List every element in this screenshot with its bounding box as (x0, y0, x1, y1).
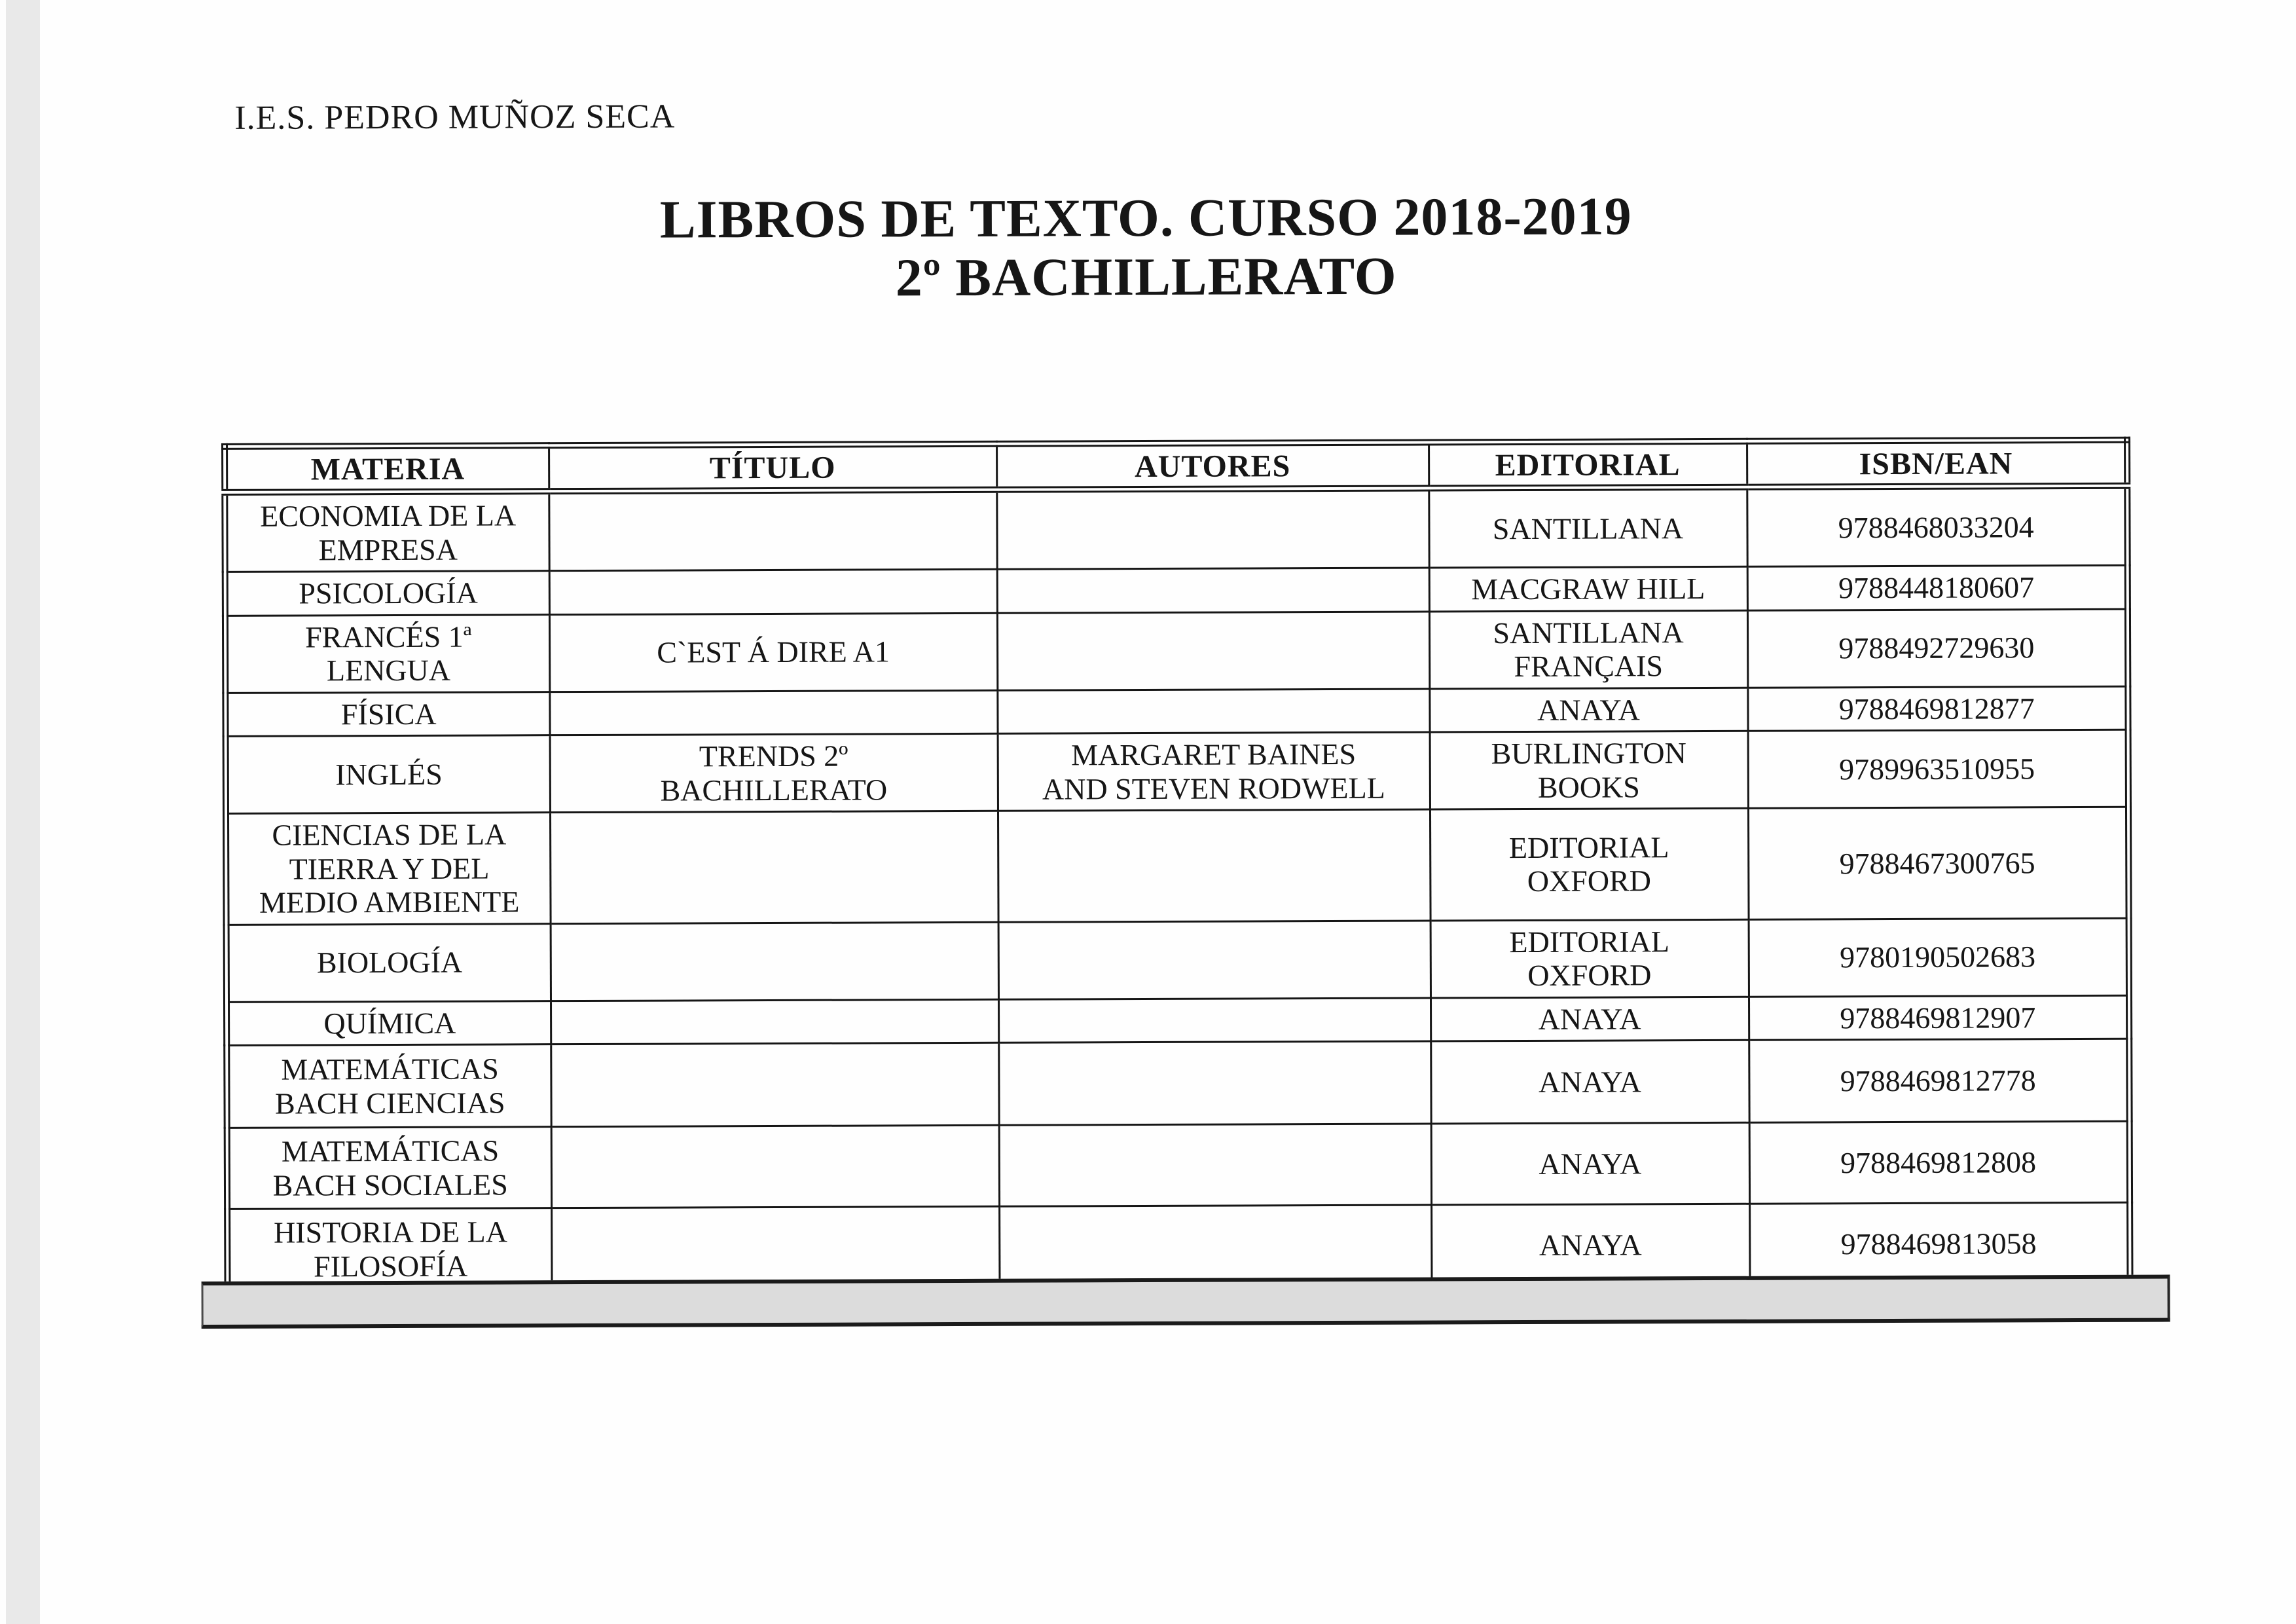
title-line-1: LIBROS DE TEXTO. CURSO 2018-2019 (659, 186, 1632, 249)
cell-editorial: EDITORIAL OXFORD (1508, 830, 1669, 898)
cell-isbn: 9789963510955 (1838, 752, 2035, 786)
table-row (227, 995, 2129, 1046)
column-header-isbn: ISBN/EAN (1747, 440, 2127, 487)
cell-materia: MATEMÁTICAS BACH CIENCIAS (274, 1052, 505, 1120)
cell-editorial: ANAYA (1539, 1228, 1642, 1263)
cell-editorial: BURLINGTON BOOKS (1491, 736, 1686, 804)
column-header-autores: AUTORES (996, 443, 1429, 490)
cell-isbn: 9788468033204 (1838, 510, 2034, 545)
cell-autores: MARGARET BAINES AND STEVEN RODWELL (1042, 737, 1385, 806)
cell-editorial: ANAYA (1538, 1065, 1641, 1099)
cell-titulo: TRENDS 2º BACHILLERATO (660, 739, 888, 807)
cell-isbn: 9788469812907 (1840, 1000, 2036, 1035)
school-name: I.E.S. PEDRO MUÑOZ SECA (234, 98, 676, 137)
cell-isbn: 9788448180607 (1838, 570, 2035, 605)
cell-editorial: ANAYA (1539, 1147, 1642, 1181)
column-header-materia: MATERIA (225, 445, 549, 492)
table-row (226, 729, 2128, 813)
table-row (225, 565, 2128, 616)
cell-materia: HISTORIA DE LA FILOSOFÍA (273, 1215, 508, 1283)
cell-materia: PSICOLOGÍA (299, 576, 478, 610)
cell-isbn: 9788467300765 (1839, 845, 2035, 880)
cell-isbn: 9780190502683 (1839, 940, 2036, 974)
footer-bar (201, 1275, 2170, 1329)
cell-editorial: MACGRAW HILL (1471, 572, 1705, 606)
column-header-titulo: TÍTULO (549, 444, 996, 491)
table-row (226, 807, 2129, 925)
cell-materia: MATEMÁTICAS BACH SOCIALES (272, 1134, 508, 1202)
cell-editorial: EDITORIAL OXFORD (1509, 924, 1670, 993)
document-title (0, 185, 2294, 311)
cell-editorial: SANTILLANA FRANÇAIS (1493, 615, 1684, 684)
table-row (227, 1039, 2129, 1128)
column-header-editorial: EDITORIAL (1429, 441, 1747, 489)
cell-materia: QUÍMICA (323, 1006, 456, 1041)
textbooks-table (221, 437, 2134, 1297)
cell-materia: CIENCIAS DE LA TIERRA Y DEL MEDIO AMBIENTE (259, 817, 520, 919)
cell-isbn: 9788469812877 (1838, 691, 2035, 726)
cell-editorial: SANTILLANA (1492, 511, 1684, 545)
cell-isbn: 9788469812808 (1840, 1145, 2037, 1180)
cell-isbn: 9788469813058 (1840, 1227, 2037, 1261)
title-line-2: 2º BACHILLERATO (895, 246, 1397, 308)
table-row (227, 1121, 2130, 1209)
table-header-row (225, 440, 2127, 492)
table-row (225, 486, 2127, 572)
table-row (225, 686, 2128, 737)
cell-materia: ECONOMIA DE LA EMPRESA (260, 498, 517, 566)
cell-materia: INGLÉS (335, 757, 443, 792)
cell-isbn: 9788492729630 (1838, 631, 2035, 665)
cell-materia: FRANCÉS 1ª LENGUA (305, 619, 472, 688)
cell-titulo: C`EST Á DIRE A1 (657, 635, 890, 669)
cell-materia: BIOLOGÍA (316, 946, 463, 980)
table-row (227, 918, 2129, 1002)
cell-editorial: ANAYA (1537, 692, 1640, 727)
cell-materia: FÍSICA (340, 697, 437, 731)
table-row (225, 609, 2128, 693)
cell-editorial: ANAYA (1538, 1002, 1641, 1036)
cell-isbn: 9788469812778 (1840, 1063, 2036, 1098)
